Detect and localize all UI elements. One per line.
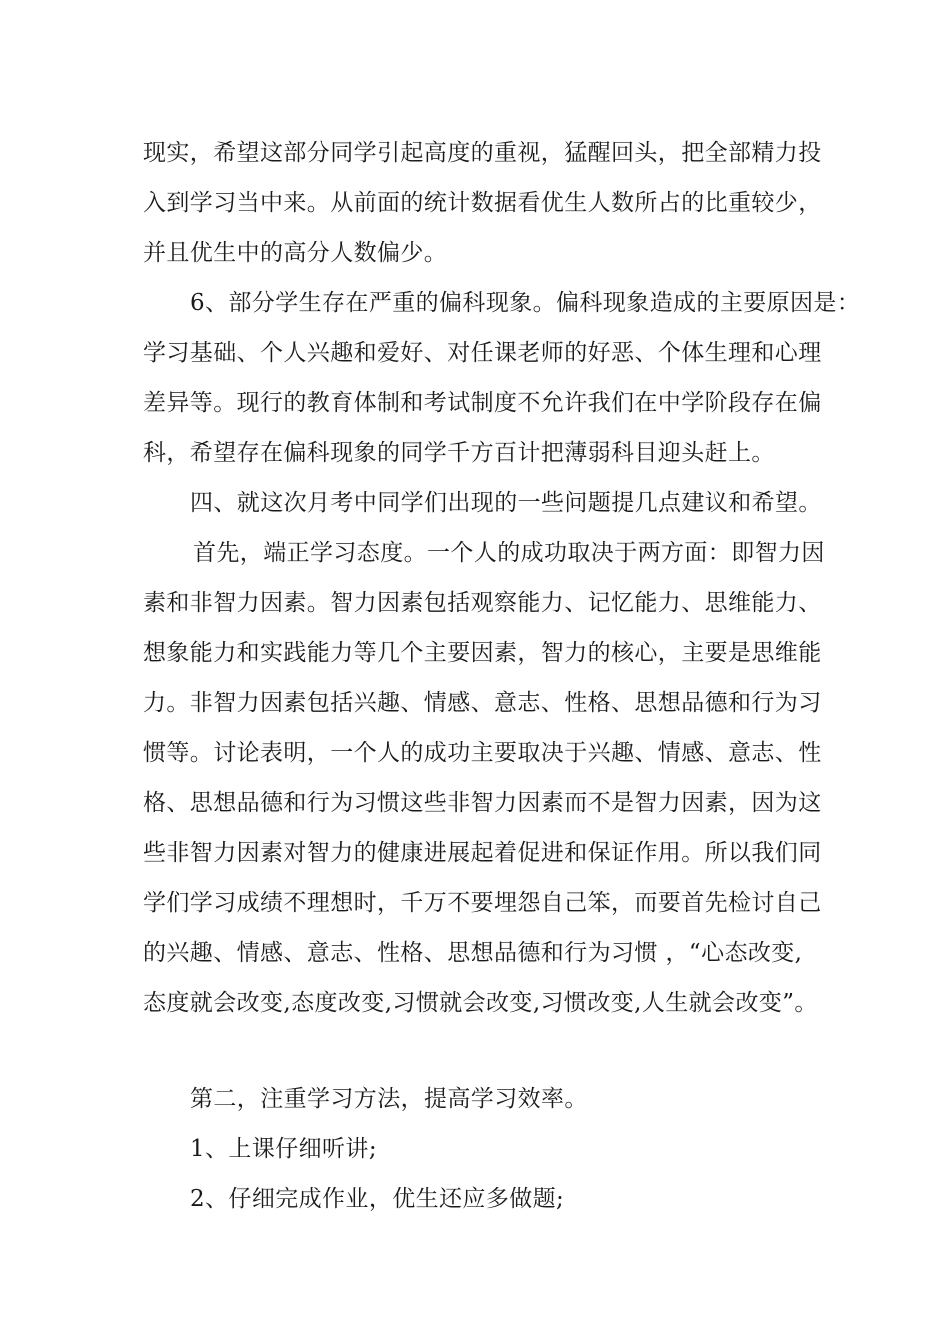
section-heading: 第二，注重学习方法，提高学习效率。: [190, 1086, 588, 1112]
paragraph-line: 些非智力因素对智力的健康进展起着促进和保证作用。所以我们同: [143, 840, 822, 866]
paragraph-line: 并且优生中的高分人数偏少。: [143, 240, 448, 266]
list-item: 1、上课仔细听讲;: [190, 1136, 377, 1162]
paragraph-line: 学们学习成绩不理想时，千万不要埋怨自己笨，而要首先检讨自己: [143, 890, 822, 916]
paragraph-line: 现实，希望这部分同学引起高度的重视，猛醒回头，把全部精力投: [143, 140, 822, 166]
paragraph-line: 素和非智力因素。智力因素包括观察能力、记忆能力、思维能力、: [143, 590, 822, 616]
paragraph-line: 入到学习当中来。从前面的统计数据看优生人数所占的比重较少，: [143, 190, 822, 216]
paragraph-line: 科，希望存在偏科现象的同学千方百计把薄弱科目迎头赶上。: [143, 440, 775, 466]
paragraph-line: 学习基础、个人兴趣和爱好、对任课老师的好恶、个体生理和心理: [143, 340, 822, 366]
paragraph-line: 差异等。现行的教育体制和考试制度不允许我们在中学阶段存在偏: [143, 390, 822, 416]
paragraph-line: 态度就会改变,态度改变,习惯就会改变,习惯改变,人生就会改变”。: [143, 990, 818, 1016]
paragraph-line: 格、思想品德和行为习惯这些非智力因素而不是智力因素，因为这: [143, 790, 822, 816]
paragraph-line: 惯等。讨论表明，一个人的成功主要取决于兴趣、情感、意志、性: [143, 740, 822, 766]
paragraph-line: 首先，端正学习态度。一个人的成功取决于两方面：即智力因: [193, 540, 825, 566]
paragraph-line: 想象能力和实践能力等几个主要因素，智力的核心，主要是思维能: [143, 640, 822, 666]
section-heading: 四、就这次月考中同学们出现的一些问题提几点建议和希望。: [190, 490, 822, 516]
paragraph-line: 6、部分学生存在严重的偏科现象。偏科现象造成的主要原因是：: [190, 290, 861, 316]
list-item: 2、仔细完成作业，优生还应多做题;: [190, 1186, 565, 1212]
paragraph-line: 力。非智力因素包括兴趣、情感、意志、性格、思想品德和行为习: [143, 690, 822, 716]
paragraph-line: 的兴趣、情感、意志、性格、思想品德和行为习惯 ，“心态改变,: [143, 940, 803, 966]
